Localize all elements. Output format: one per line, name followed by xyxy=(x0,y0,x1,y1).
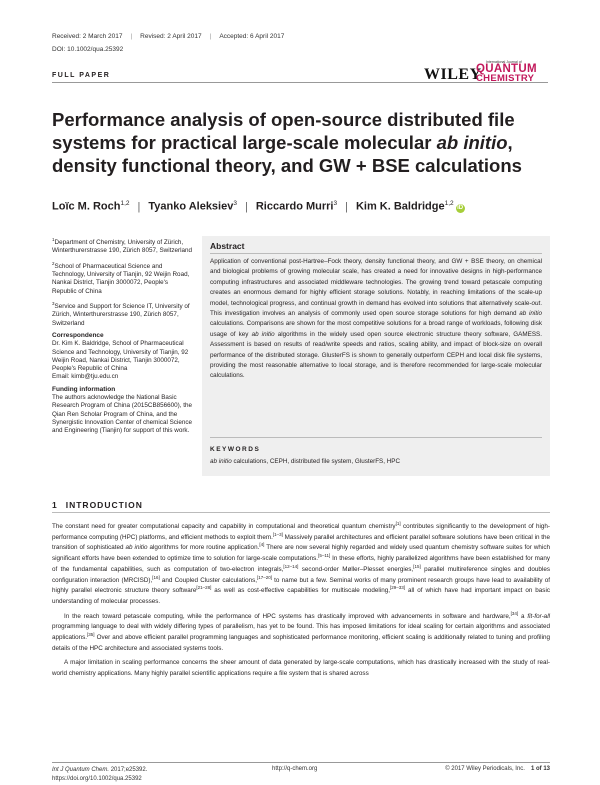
section-title: INTRODUCTION xyxy=(65,500,143,510)
author-affiliation-sup: 3 xyxy=(333,200,338,207)
body-paragraph xyxy=(52,612,550,655)
journal-logo xyxy=(424,60,552,88)
citation[interactable]: [4] xyxy=(259,542,265,548)
citation[interactable]: [34] xyxy=(510,610,519,616)
text-run: a xyxy=(518,612,528,620)
affiliation xyxy=(52,260,192,296)
affiliation-sup: 1 xyxy=(52,237,55,242)
text-run: Massively parallel architectures and efficient parallel software solutions have been critical in the transition of sophisticated xyxy=(52,533,550,552)
received-date: Received: 2 March 2017 xyxy=(52,33,123,40)
citation[interactable]: [16] xyxy=(152,574,160,580)
footer-citation xyxy=(52,766,147,783)
keywords-heading: KEYWORDS xyxy=(210,446,261,453)
author-name[interactable]: Riccardo Murri xyxy=(255,200,334,213)
author-separator: | xyxy=(244,200,248,213)
correspondence-email[interactable]: Email: kimb@tju.edu.cn xyxy=(52,373,119,381)
abstract-italic-abinitio-2: ab initio xyxy=(251,330,275,338)
funding-heading: Funding information xyxy=(52,385,116,393)
footer-divider xyxy=(52,762,550,763)
footer-right xyxy=(445,766,550,772)
affiliation-text: Service and Support for Science IT, University of Zürich, Winterthurerstrasse 190, Zürich 8057, Switzerland xyxy=(52,303,190,327)
text-run: second-order Møller–Plesset energies, xyxy=(298,565,414,573)
keywords-rest: calculations, CEPH, distributed file system, GlusterFS, HPC xyxy=(231,458,401,465)
section-heading xyxy=(52,500,143,510)
article-doi[interactable]: DOI: 10.1002/qua.25392 xyxy=(52,46,124,53)
footer-doi-link[interactable]: https://doi.org/10.1002/qua.25392 xyxy=(52,775,142,782)
body-paragraph: A major limitation in scaling performance concerns the sheer amount of data generated by large-scale computations, which has drastically increased with the study of real-world chemistry applications. Many highly parallel scientific applications require a file system that is shared across xyxy=(52,659,550,678)
footer-page-number: 1 of 13 xyxy=(530,766,550,772)
journal-name-line2: CHEMISTRY xyxy=(476,73,535,84)
affiliation xyxy=(52,236,192,256)
text-run: to name but a few. Seminal works of many prominent research groups have lead to availability of highly parallel electronic structure theory software xyxy=(52,576,550,595)
author-separator: | xyxy=(345,200,348,213)
correspondence-heading: Correspondence xyxy=(52,331,104,339)
footer-site-link[interactable]: http://q-chem.org xyxy=(272,766,318,772)
affiliation-text: Department of Chemistry, University of Zürich, Winterthurerstrasse 190, Zürich 8057, Switzerland xyxy=(52,239,192,255)
correspondence-block xyxy=(52,332,192,382)
author-name[interactable]: Tyanko Aleksiev xyxy=(148,200,234,213)
author-name[interactable]: Kim K. Baldridge xyxy=(355,200,445,213)
footer-journal xyxy=(52,766,147,775)
abstract-divider xyxy=(210,253,542,254)
paper-title xyxy=(52,108,552,177)
abstract-italic-abinitio: ab initio xyxy=(519,310,542,318)
journal-name-small: International Journal of xyxy=(486,60,522,64)
article-type: FULL PAPER xyxy=(52,72,111,79)
keywords-italic: ab initio xyxy=(210,458,232,465)
text-italic: fit-for-all xyxy=(527,612,550,620)
citation[interactable]: [1–3] xyxy=(272,531,283,537)
text-run: Over and above efficient parallel programming languages and sophisticated performance monitoring, efficient scaling is additionally related to tuning and profiling details of the HPC architecture and associated systems tools. xyxy=(52,634,550,652)
accepted-date: Accepted: 6 April 2017 xyxy=(219,33,285,40)
section-number: 1 xyxy=(52,500,58,510)
author-list xyxy=(52,200,552,213)
body-paragraph xyxy=(52,522,550,608)
author-affiliation-sup: 1,2 xyxy=(120,200,130,207)
journal-name-line1: QUANTUM xyxy=(476,63,537,75)
author-name[interactable]: Loïc M. Roch xyxy=(52,200,121,213)
abstract-text-d: algorithms in the widely used open source electronic structure theory software, GAMESS. Assessment is based on results of read/write speeds and ratios, scaling ability, and impact of block-size on overall performance of the distributed storage. GlusterFS is shown to generally outperform CEPH and local disk file systems, providing the most reasonable alternative to local storage, and is therefore recommended for large-scale molecular calculations. xyxy=(210,330,542,380)
affiliation-sup: 2 xyxy=(52,260,55,266)
affiliation xyxy=(52,300,192,328)
abstract-heading: Abstract xyxy=(210,241,245,251)
funding-text: The authors acknowledge the National Basic Research Program of China (2015CB856600), the Qian Ren Scholar Program of China, and the Synergistic Innovation Center of chemical Science and Engineering (Tianjin) for support of this work. xyxy=(52,394,193,435)
abstract-text-c: calculations. Comparisons are shown for the most competitive solutions for a broad range of workloads, following disk usage of key xyxy=(210,320,542,338)
abstract-text-a: Application of conventional post-Hartree–Fock theory, density functional theory, and GW + BSE theory, on chemical and biological problems of growing molecular scale, has created a need for innovative designs in high-performance computing infrastructures and associated middleware technologies. The growing trend toward petascale computing creates an enormous demand for highly efficient storage solutions. Notably, in reaching limitations of the scale-up model, technological progress, and continual growth in demand has evolved into solutions that alternatively scale- xyxy=(210,258,542,307)
title-part2: , density functional theory, and GW + BSE calculations xyxy=(52,132,522,176)
citation[interactable]: [29–33] xyxy=(389,585,405,591)
text-run: and Coupled Cluster calculations, xyxy=(159,576,257,584)
citation[interactable]: [35] xyxy=(87,631,95,637)
text-run: all of which have had important impact on basic understanding of molecular processes. xyxy=(52,587,550,605)
text-run: In these efforts, highly parallelized algorithms have been established for many of the fundamental capabilities, such as computation of two-electron integrals, xyxy=(52,555,550,573)
citation[interactable]: [12–14] xyxy=(283,563,299,569)
body-text xyxy=(52,522,550,684)
footer-copyright: © 2017 Wiley Periodicals, Inc. xyxy=(445,766,525,772)
title-italic: ab initio xyxy=(436,132,508,153)
text-run: programming language to deal with widely differing types of parallelism, has yet to be found. This has imposed limitations for ideal scaling for certain algorithms and associated applications. xyxy=(52,623,550,642)
section-divider xyxy=(52,512,550,513)
citation[interactable]: [15] xyxy=(413,563,421,569)
journal-name-logo xyxy=(476,60,552,83)
article-dates: Received: 2 March 2017 | Revised: 2 April 2017 | Accepted: 6 April 2017 xyxy=(52,33,285,40)
author-affiliation-sup: 1,2 xyxy=(444,200,454,207)
orcid-icon[interactable]: iD xyxy=(457,204,464,211)
text-run: contributes significantly to the development of high-performance computing (HPC) platforms, and efficient methods to exploit them. xyxy=(52,523,550,541)
abstract-box xyxy=(202,236,550,476)
text-run: parallel multireference singles and doubles configuration interaction (MRCISD), xyxy=(52,565,550,584)
keywords-text xyxy=(210,458,400,465)
text-run: The constant need for greater computational capacity and capability in computational and theoretical quantum chemistry xyxy=(52,523,396,530)
citation[interactable]: [17–20] xyxy=(256,574,272,580)
affiliation-sup: 3 xyxy=(52,300,55,306)
author-separator: | xyxy=(137,200,141,213)
funding-block xyxy=(52,386,192,436)
keywords-divider xyxy=(210,437,542,438)
revised-date: Revised: 2 April 2017 xyxy=(140,33,202,40)
correspondence-text: Dr. Kim K. Baldridge, School of Pharmaceutical Science and Technology, University of Tianjin, 92 Weijin Road, Nankai District, Tianjin 3000072, People's Republic of China xyxy=(52,340,189,373)
text-run: as well as cost-effective capabilities for multiscale modeling, xyxy=(211,587,390,595)
citation[interactable]: [21–28] xyxy=(196,585,212,591)
wiley-logo: WILEY xyxy=(424,66,482,83)
footer-journal-name: Int J Quantum Chem. xyxy=(52,767,110,773)
affiliation-text: School of Pharmaceutical Science and Technology, University of Tianjin, 92 Weijin Road, Nankai District, Tianjin 3000072, People's Republic of China xyxy=(52,262,190,295)
text-italic: ab initio xyxy=(125,544,148,552)
citation[interactable]: [1] xyxy=(395,520,401,526)
footer-journal-rest: 2017;e25392. xyxy=(109,767,148,773)
affiliations-column xyxy=(52,236,192,440)
abstract-italic-out: out xyxy=(531,299,541,307)
citation[interactable]: [5–11] xyxy=(318,553,331,559)
text-run: In the reach toward petascale computing, while the performance of HPC systems has drastically improved with advancements in software and hardware, xyxy=(64,612,511,620)
text-run: There are now several highly regarded and widely used quantum chemistry software suites for which significant efforts have been extended to optimize time to solution for large-scale computations. xyxy=(52,544,550,563)
abstract-text-b: . This investigation involves an analysis of commonly used open source storage solutions for high demand xyxy=(210,299,542,318)
text-run: algorithms for more routine application. xyxy=(147,544,260,552)
abstract-text xyxy=(210,257,542,382)
title-part1: Performance analysis of open-source distributed file systems for practical large-scale molecular xyxy=(52,109,515,153)
author-affiliation-sup: 3 xyxy=(233,200,237,207)
